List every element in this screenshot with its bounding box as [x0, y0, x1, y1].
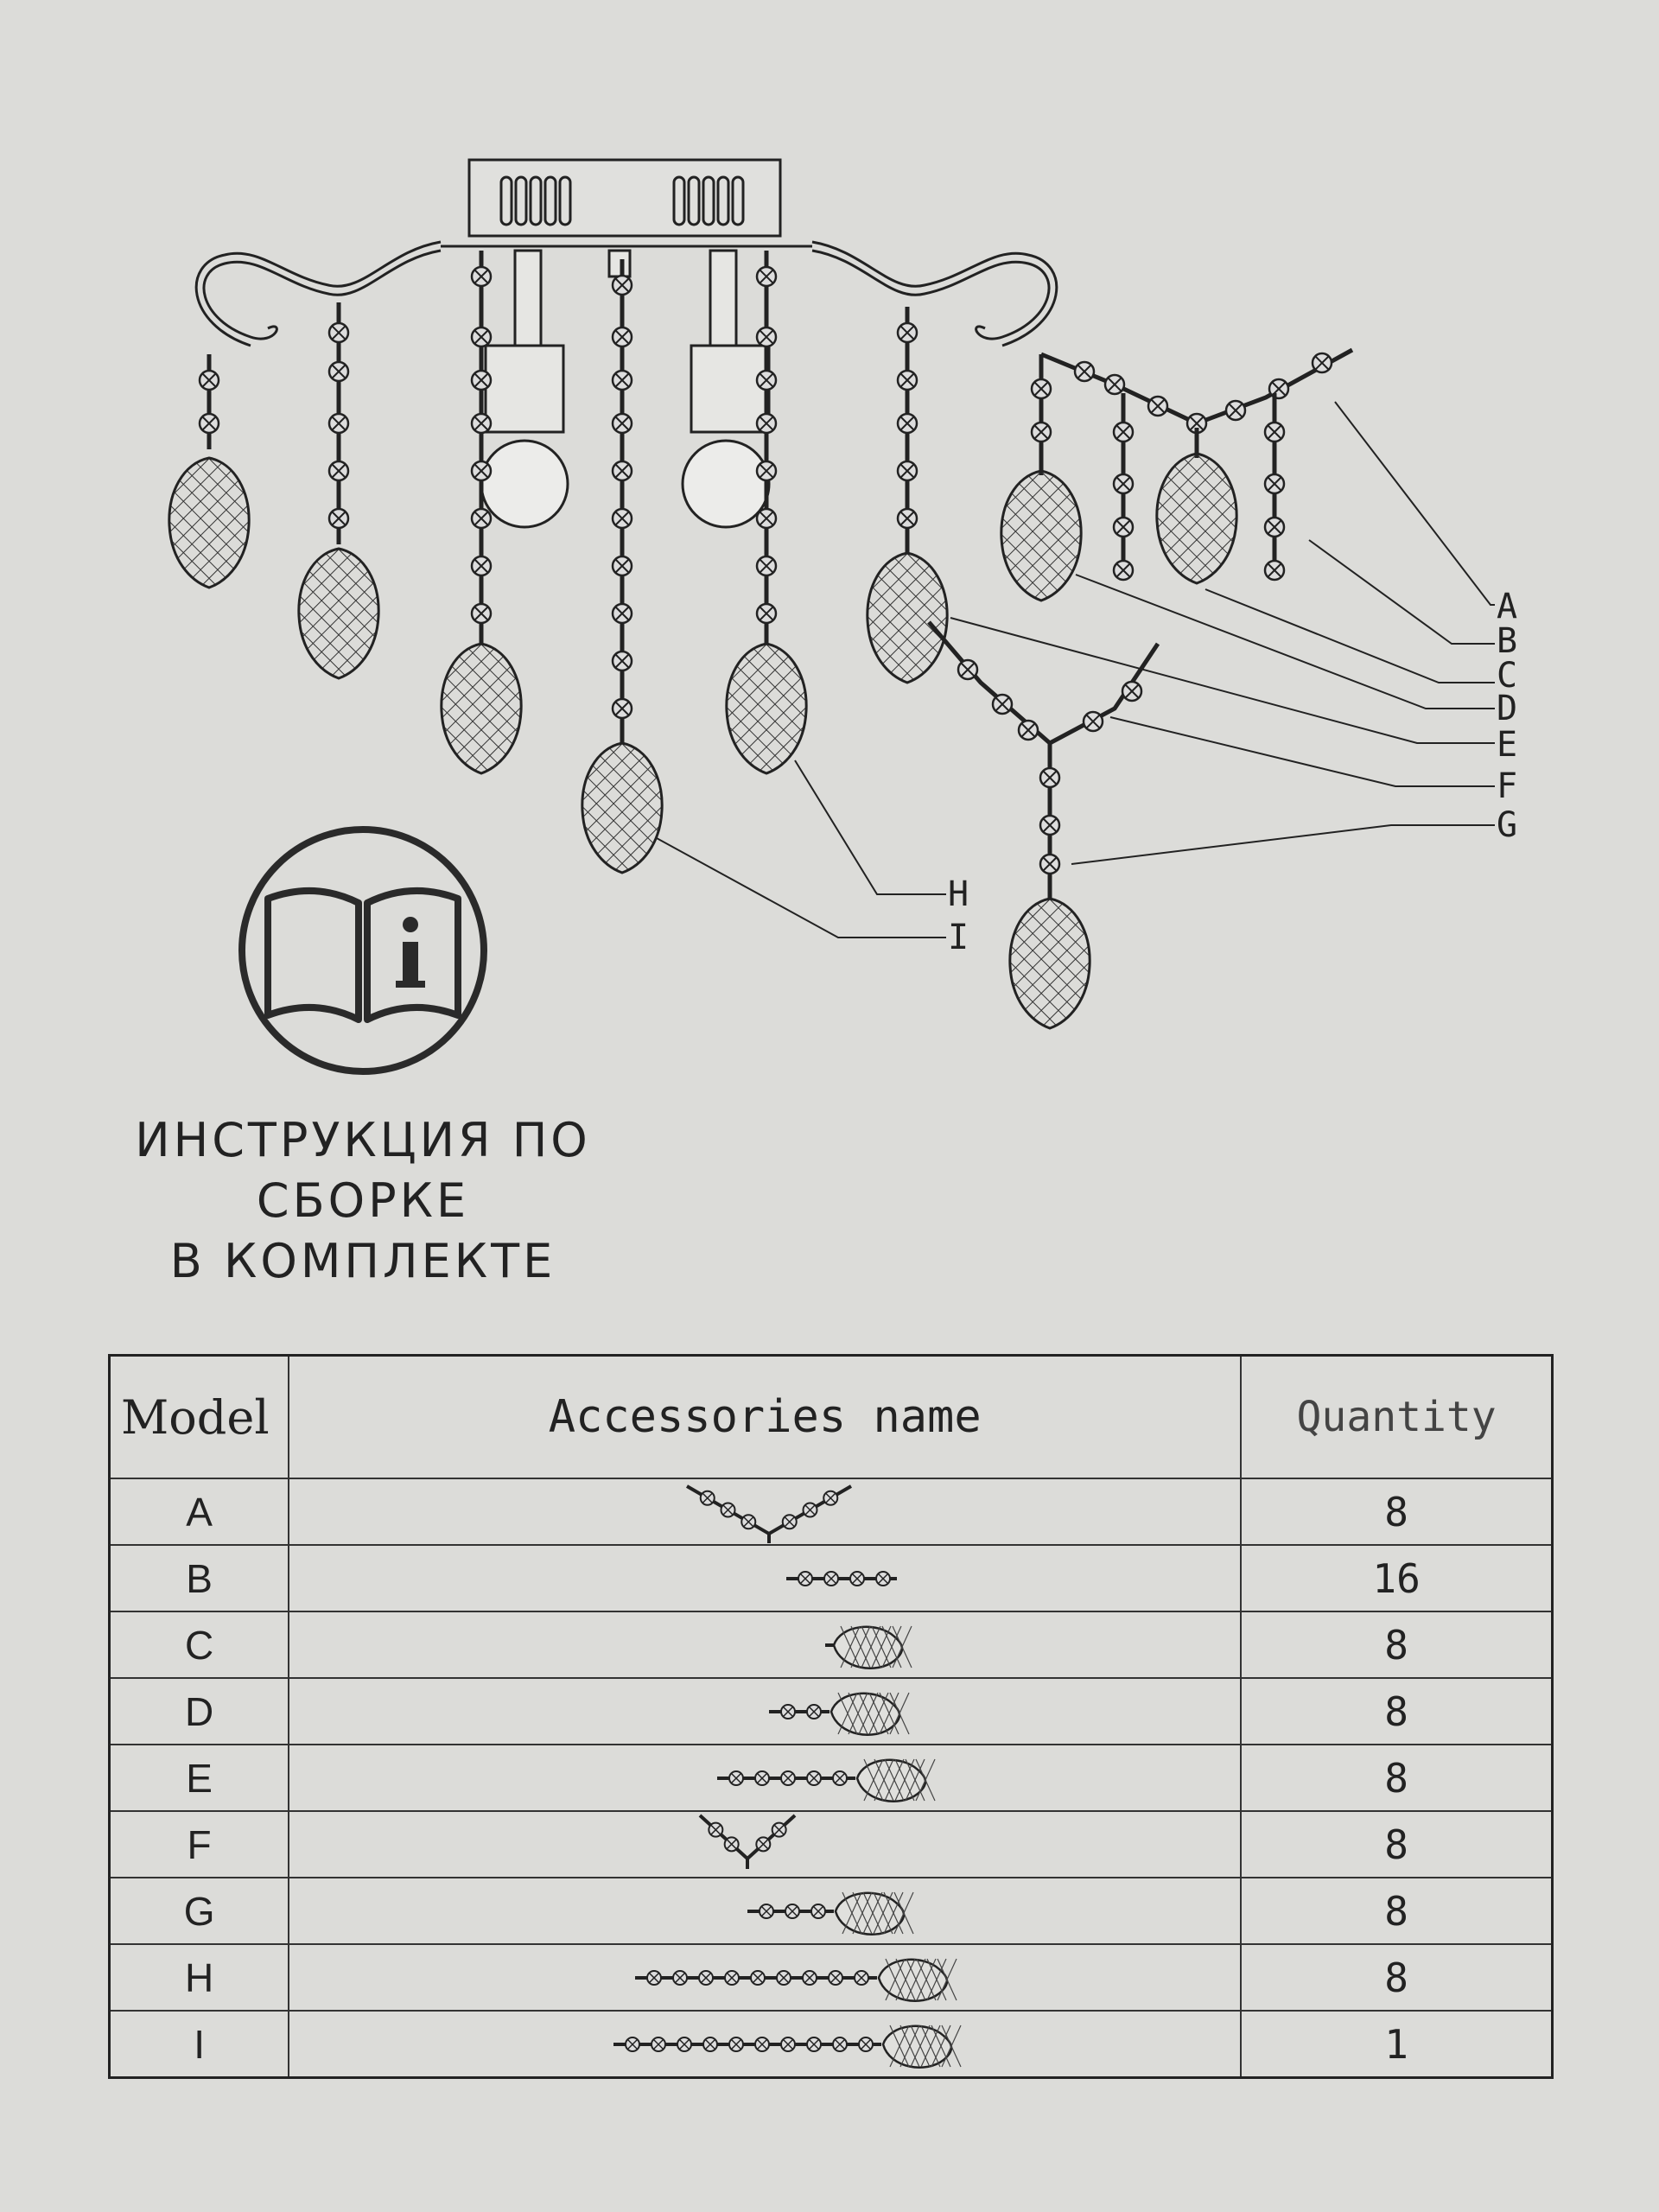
table-row — [110, 1944, 1553, 2011]
model-cell: D — [110, 1678, 289, 1745]
accessory-picture-cell — [289, 1811, 1241, 1878]
callout-label: B — [1497, 621, 1518, 661]
callout-label: H — [948, 874, 969, 914]
quantity-cell: 8 — [1241, 1678, 1552, 1745]
callout-label: E — [1497, 725, 1518, 765]
table-row — [110, 1545, 1553, 1611]
table-row — [110, 1611, 1553, 1678]
model-cell: G — [110, 1878, 289, 1944]
manual-notice — [104, 821, 622, 1292]
header-quantity: Quantity — [1241, 1356, 1552, 1479]
table-row — [110, 1745, 1553, 1811]
accessory-picture-cell — [289, 1478, 1241, 1545]
model-cell: I — [110, 2011, 289, 2078]
table-row — [110, 1878, 1553, 1944]
callout-label: I — [948, 918, 969, 957]
accessory-picture-cell — [289, 1678, 1241, 1745]
book-info-icon — [233, 821, 493, 1080]
model-cell: H — [110, 1944, 289, 2011]
callout-label: C — [1497, 656, 1518, 696]
table-header-row — [110, 1356, 1553, 1479]
accessory-icon — [289, 1814, 1240, 1876]
model-cell: B — [110, 1545, 289, 1611]
quantity-cell: 8 — [1241, 1745, 1552, 1811]
accessory-icon — [289, 1947, 1240, 2009]
manual-text-line: В КОМПЛЕКТЕ — [169, 1234, 556, 1288]
accessory-icon — [289, 1880, 1240, 1942]
model-cell: A — [110, 1478, 289, 1545]
callout-label: F — [1497, 766, 1518, 806]
model-cell: C — [110, 1611, 289, 1678]
callout-label: D — [1497, 689, 1518, 728]
callout-label: A — [1497, 587, 1518, 626]
model-cell: E — [110, 1745, 289, 1811]
accessory-picture-cell — [289, 1878, 1241, 1944]
table-row — [110, 1478, 1553, 1545]
quantity-cell: 8 — [1241, 1478, 1552, 1545]
accessory-icon — [289, 1681, 1240, 1743]
accessory-picture-cell — [289, 2011, 1241, 2078]
header-model: Model — [110, 1356, 289, 1479]
callout-label: G — [1497, 805, 1518, 845]
table-row — [110, 1678, 1553, 1745]
accessory-picture-cell — [289, 1745, 1241, 1811]
accessory-icon — [289, 2013, 1240, 2075]
accessory-picture-cell — [289, 1611, 1241, 1678]
accessories-table — [108, 1354, 1554, 2079]
quantity-cell: 1 — [1241, 2011, 1552, 2078]
table-row — [110, 2011, 1553, 2078]
model-cell: F — [110, 1811, 289, 1878]
accessory-icon — [289, 1747, 1240, 1809]
quantity-cell: 8 — [1241, 1811, 1552, 1878]
header-accessories-name: Accessories name — [289, 1356, 1241, 1479]
accessory-icon — [289, 1614, 1240, 1676]
quantity-cell: 8 — [1241, 1878, 1552, 1944]
manual-text-line: СБОРКЕ — [256, 1173, 470, 1228]
table-row — [110, 1811, 1553, 1878]
accessory-icon — [289, 1481, 1240, 1543]
accessory-picture-cell — [289, 1545, 1241, 1611]
quantity-cell: 8 — [1241, 1611, 1552, 1678]
quantity-cell: 16 — [1241, 1545, 1552, 1611]
quantity-cell: 8 — [1241, 1944, 1552, 2011]
accessory-picture-cell — [289, 1944, 1241, 2011]
manual-text-line: ИНСТРУКЦИЯ ПО — [135, 1113, 591, 1167]
accessory-icon — [289, 1548, 1240, 1610]
